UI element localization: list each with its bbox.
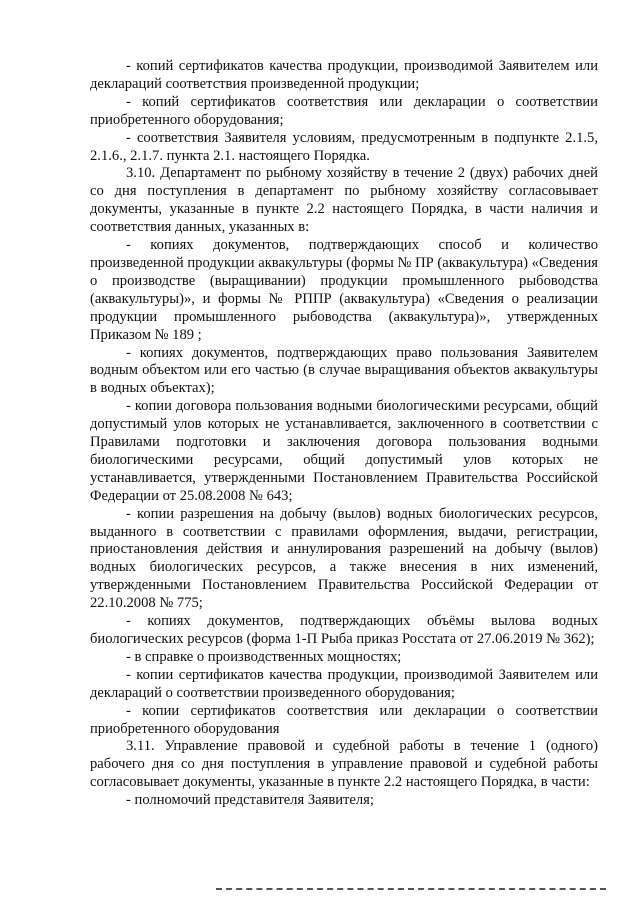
paragraph-catch-permit: - копии разрешения на добычу (вылов) водных биологических ресурсов, выданного в соответствии с правилами оформления, выдачи, регистрации, приостановления действия и аннулирования разрешений на добычу (вылов) водных биологических ресурсов, а также внесения в них изменений, утвержденными Постановлением Правительства Российской Федерации от 22.10.2008 № 775; [90,505,598,612]
document-body [90,58,598,810]
paragraph-equipment-certificates-2: - копии сертификатов соответствия или декларации о соответствии приобретенного оборудования [90,702,598,737]
paragraph-capacity-reference: - в справке о производственных мощностях; [126,648,402,665]
footer-scan-artifact [216,888,606,890]
paragraph-clause-3-11: 3.11. Управление правовой и судебной работы в течение 1 (одного) рабочего дня со дня поступления в управление правовой и судебной работы согласовывает документы, указанные в пункте 2.2 настоящего Порядка, в части: [90,738,598,791]
paragraph-water-use-right: - копиях документов, подтверждающих право пользования Заявителем водным объектом или его частью (в случае выращивания объектов аквакультуры в водных объектах); [90,344,598,397]
paragraph-clause-3-10: 3.10. Департамент по рыбному хозяйству в течение 2 (двух) рабочих дней со дня поступления в департамент по рыбному хозяйству согласовывает документы, указанные в пункте 2.2 настоящего Порядка, в части наличия и соответствия данных, указанных в: [90,165,598,236]
paragraph-catch-volume-docs: - копиях документов, подтверждающих объёмы вылова водных биологических ресурсов (форма 1-П Рыба приказ Росстата от 27.06.2019 № 362); [90,613,598,647]
paragraph-representative-authority: - полномочий представителя Заявителя; [126,792,374,809]
paragraph-quality-certificates: - копий сертификатов качества продукции, производимой Заявителем или деклараций соответствия произведенной продукции; [90,58,598,92]
paragraph-aquaculture-production-docs: - копиях документов, подтверждающих способ и количество произведенной продукции аквакультуры (формы № ПР (аквакультура) «Сведения о производстве (выращивании) продукции промышленного рыбоводства (аквакультуры)», и формы № РППР (аквакультура) «Сведения о реализации продукции промышленного рыбоводства (аквакультура)», утвержденных Приказом № 189 ; [90,237,599,343]
paragraph-quality-certificates-2: - копии сертификатов качества продукции, производимой Заявителем или деклараций о соответствии произведенного оборудования; [90,666,598,701]
paragraph-applicant-conditions: - соответствия Заявителя условиям, предусмотренным в подпункте 2.1.5, 2.1.6., 2.1.7. пункта 2.1. настоящего Порядка. [90,129,598,164]
paragraph-bioresources-contract: - копии договора пользования водными биологическими ресурсами, общий допустимый улов которых не устанавливается, заключенного в соответствии с Правилами подготовки и заключения договора пользования водными биологическими ресурсами, общий допустимый улов которых не устанавливается, утвержденными Постановлением Правительства Российской Федерации от 25.08.2008 № 643; [90,398,598,504]
paragraph-equipment-certificates: - копий сертификатов соответствия или декларации о соответствии приобретенного оборудования; [90,93,598,128]
